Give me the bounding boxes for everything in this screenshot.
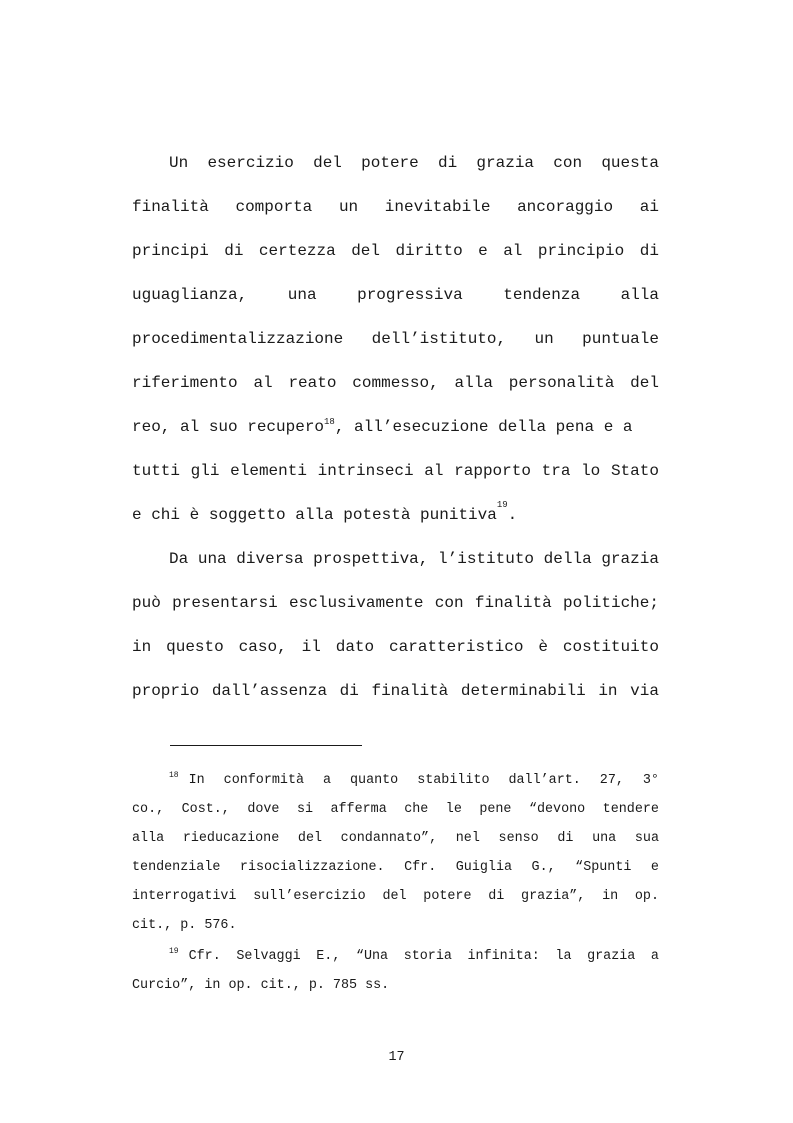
word: procedimentalizzazione — [132, 330, 344, 348]
word: è — [538, 638, 548, 656]
word: via — [630, 682, 659, 700]
word: 576. — [196, 918, 237, 933]
body-line — [132, 593, 659, 613]
word: G., — [531, 860, 556, 875]
footnote-marker-19 — [169, 948, 179, 966]
word: tendenza — [503, 286, 581, 304]
word: caratteristico — [389, 638, 524, 656]
word: ai — [639, 198, 659, 216]
word: si — [296, 802, 314, 817]
word: commesso, — [352, 374, 439, 392]
word: un — [534, 330, 554, 348]
word: Stato — [610, 462, 659, 480]
word: grazia — [601, 550, 659, 568]
footnote-18-line — [132, 859, 659, 877]
footnote-19-line — [132, 977, 659, 995]
word: una — [592, 831, 617, 846]
word: e — [478, 242, 488, 260]
word: “Spunti — [575, 860, 632, 875]
word: proprio — [132, 682, 200, 700]
word: del — [382, 889, 407, 904]
body-line — [132, 500, 659, 525]
word: riferimento — [132, 374, 238, 392]
word: di — [639, 242, 659, 260]
footnote-marker-text: 18 — [169, 771, 179, 780]
word: finalità — [371, 682, 449, 700]
word: personalità — [508, 374, 615, 392]
body-line — [132, 549, 659, 569]
word: progressiva — [357, 286, 463, 304]
body-line — [132, 329, 659, 349]
word: del — [313, 154, 342, 172]
word: p. — [172, 918, 197, 933]
word: uguaglianza, — [132, 286, 248, 304]
word: condannato”, — [340, 831, 438, 846]
footnote-ref-19[interactable]: 19 — [496, 500, 508, 510]
word: tendenziale — [132, 860, 221, 875]
word: determinabili — [460, 682, 586, 700]
word: potere — [423, 889, 472, 904]
word: questa — [601, 154, 659, 172]
word: cit., — [252, 978, 301, 993]
word: risocializzazione. — [239, 860, 385, 875]
word: può — [132, 594, 161, 612]
word: 27, — [599, 773, 624, 788]
word: che — [404, 802, 429, 817]
word: dall’art. — [508, 773, 581, 788]
word: 3° — [642, 773, 659, 788]
footnote-first-line — [189, 772, 659, 790]
word: conformità — [223, 773, 305, 788]
word: elementi — [230, 462, 307, 480]
word: politiche; — [562, 594, 659, 612]
word: della — [543, 550, 592, 568]
word: grazia — [587, 949, 636, 964]
body-line — [132, 461, 659, 481]
word: in — [196, 978, 221, 993]
word: a — [650, 949, 659, 964]
word: reato — [288, 374, 337, 392]
word: di — [557, 831, 574, 846]
word: Guiglia — [455, 860, 513, 875]
word: infinita: — [467, 949, 540, 964]
word: 785 — [324, 978, 358, 993]
word: alla — [620, 286, 659, 304]
word: caso, — [238, 638, 287, 656]
word: Un — [169, 154, 189, 172]
word: grazia — [476, 154, 535, 172]
word: certezza — [258, 242, 336, 260]
word: co., — [132, 802, 165, 817]
body-line — [132, 285, 659, 305]
word: op. — [634, 889, 659, 904]
word: stabilito — [417, 773, 490, 788]
word: del — [630, 374, 659, 392]
word: interrogativi — [132, 889, 237, 904]
word: finalità — [474, 594, 552, 612]
word: finalità — [132, 198, 209, 216]
footnote-18-line — [132, 801, 659, 819]
footnote-18-line — [132, 772, 659, 790]
word: in — [598, 682, 618, 700]
word: in — [602, 889, 619, 904]
word: il — [301, 638, 321, 656]
word: di — [488, 889, 505, 904]
word: afferma — [330, 802, 387, 817]
word: con — [434, 594, 464, 612]
body-text-span: , all’esecuzione della pena e a — [334, 418, 633, 436]
word: alla — [454, 374, 493, 392]
body-line — [132, 681, 659, 701]
footnote-19-line — [132, 948, 659, 966]
word: gli — [190, 462, 220, 480]
word: diversa — [236, 550, 304, 568]
word: p. — [300, 978, 325, 993]
word: al — [253, 374, 273, 392]
word: lo — [581, 462, 601, 480]
word: ancoraggio — [517, 198, 614, 216]
word: In — [188, 773, 205, 788]
word: sull’esercizio — [253, 889, 366, 904]
word: del — [297, 831, 323, 846]
word: Cost., — [181, 802, 230, 817]
body-text-span: . — [507, 506, 518, 524]
body-line — [132, 373, 659, 393]
word: cit., — [132, 918, 173, 933]
word: Cfr. — [404, 860, 437, 875]
word: esclusivamente — [289, 594, 424, 612]
word: sua — [634, 831, 659, 846]
word: una — [287, 286, 317, 304]
word: potere — [361, 154, 419, 172]
word: puntuale — [582, 330, 659, 348]
word: grazia”, — [521, 889, 586, 904]
word: diritto — [395, 242, 463, 260]
body-text-span: e chi è soggetto alla potestà punitiva — [132, 506, 497, 524]
word: ss. — [357, 978, 390, 993]
body-line — [132, 241, 659, 261]
word: alla — [132, 831, 165, 846]
word: la — [555, 949, 572, 964]
word: tendere — [602, 802, 659, 817]
word: dato — [335, 638, 375, 656]
word: tra — [541, 462, 571, 480]
word: principio — [537, 242, 625, 260]
word: Da — [169, 550, 189, 568]
word: del — [351, 242, 380, 260]
body-text-span: reo, al suo recupero — [132, 418, 325, 436]
word: op. — [220, 978, 253, 993]
word: presentarsi — [172, 594, 278, 612]
word: Cfr. — [188, 949, 221, 964]
word: inevitabile — [384, 198, 491, 216]
word: esercizio — [207, 154, 294, 172]
word: intrinseci — [317, 462, 414, 480]
footnote-separator — [170, 745, 362, 746]
word: dove — [247, 802, 280, 817]
word: a — [322, 773, 332, 788]
word: “devono — [528, 802, 586, 817]
footnote-marker-text: 19 — [169, 947, 179, 956]
word: quanto — [350, 773, 399, 788]
footnote-18-line — [132, 888, 659, 906]
word: al — [424, 462, 444, 480]
body-line — [132, 417, 659, 437]
word: pene — [479, 802, 512, 817]
footnote-18-line — [132, 830, 659, 848]
footnote-18-line — [132, 917, 659, 935]
word: dall’assenza — [211, 682, 328, 700]
word: nel — [455, 831, 480, 846]
word: prospettiva, — [313, 550, 429, 568]
body-line — [132, 197, 659, 217]
word: in — [132, 638, 152, 656]
word: di — [224, 242, 244, 260]
word: storia — [403, 949, 452, 964]
footnote-ref-18[interactable]: 18 — [324, 417, 335, 427]
word: di — [437, 154, 458, 172]
word: tutti — [132, 462, 181, 480]
word: comporta — [235, 198, 313, 216]
word: senso — [498, 831, 539, 846]
word: rieducazione — [182, 831, 280, 846]
footnote-marker-18 — [169, 772, 179, 790]
word: costituito — [562, 638, 659, 656]
page-number: 17 — [388, 1050, 405, 1065]
word: le — [445, 802, 462, 817]
word: di — [339, 682, 359, 700]
word: rapporto — [454, 462, 531, 480]
word: con — [553, 154, 583, 172]
word: E., — [316, 949, 341, 964]
word: dell’istituto, — [371, 330, 507, 348]
word: principi — [132, 242, 209, 260]
word: questo — [166, 638, 224, 656]
word: Curcio”, — [132, 978, 197, 993]
word: al — [503, 242, 523, 260]
body-line — [132, 153, 659, 173]
body-line — [132, 637, 659, 657]
word: una — [197, 550, 227, 568]
word: e — [650, 860, 659, 875]
word: Selvaggi — [236, 949, 301, 964]
word: “Una — [355, 949, 389, 964]
word: un — [338, 198, 359, 216]
word: l’istituto — [438, 550, 535, 568]
footnote-first-line — [189, 948, 659, 966]
